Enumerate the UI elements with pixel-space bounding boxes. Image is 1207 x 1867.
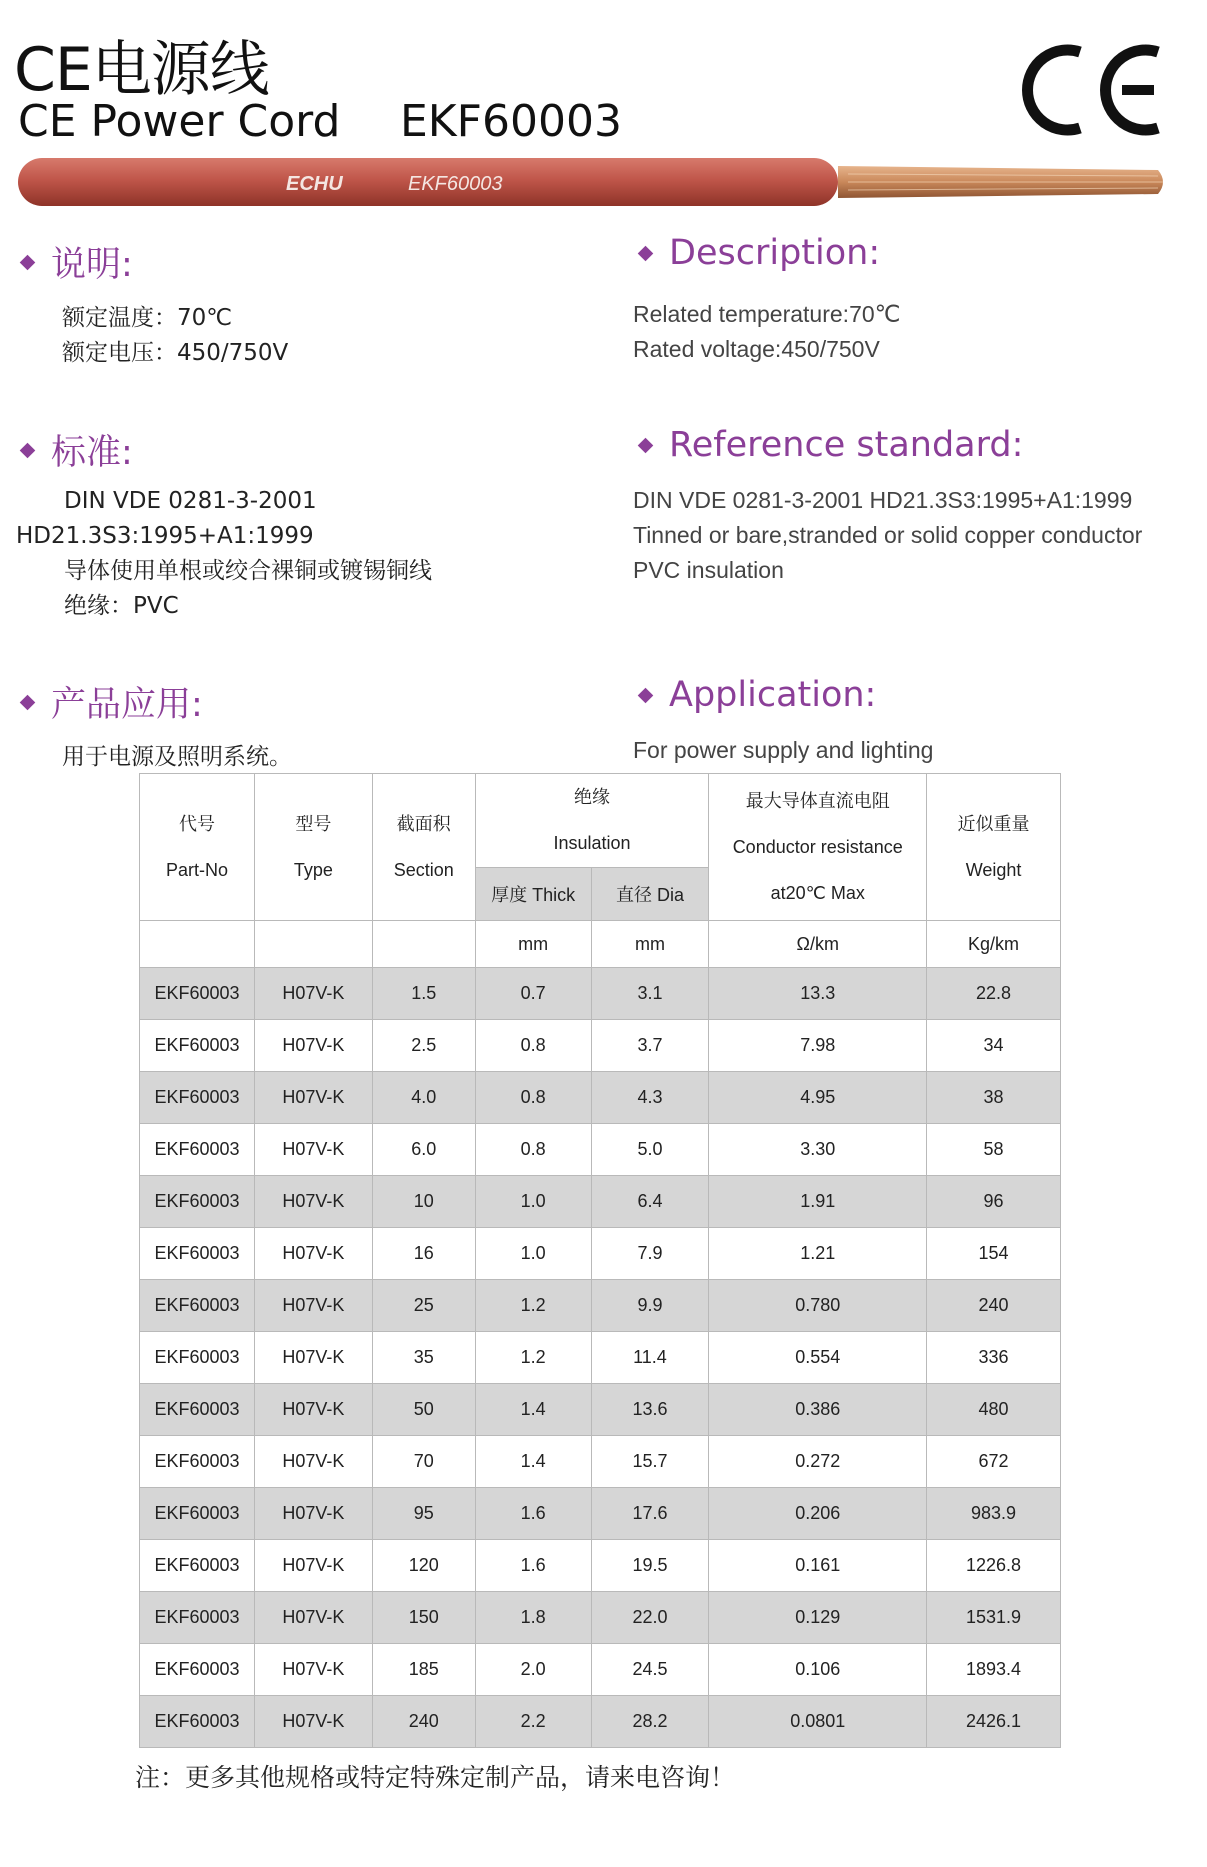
cell-part-no: EKF60003 xyxy=(140,1436,255,1488)
standard-text-cn: DIN VDE 0281-3-2001 HD21.3S3:1995+A1:1999 导体使用单根或绞合裸铜或镀锡铜线 绝缘：PVC xyxy=(16,488,432,619)
cell-type: H07V-K xyxy=(254,1280,372,1332)
cell-section: 4.0 xyxy=(372,1072,475,1124)
cell-type: H07V-K xyxy=(254,1696,372,1748)
cell-part-no: EKF60003 xyxy=(140,1072,255,1124)
cell-thick: 1.8 xyxy=(475,1592,591,1644)
table-units-row xyxy=(140,921,1061,968)
unit-cell-empty xyxy=(254,921,372,968)
table-body xyxy=(140,968,1061,1748)
cell-section: 16 xyxy=(372,1228,475,1280)
cell-dia: 4.3 xyxy=(591,1072,709,1124)
cell-part-no: EKF60003 xyxy=(140,968,255,1020)
description-text-en: Related temperature:70℃ Rated voltage:450/750V xyxy=(633,301,901,362)
spec-table xyxy=(139,773,1061,1748)
cell-dia: 24.5 xyxy=(591,1644,709,1696)
unit-cell-empty xyxy=(372,921,475,968)
cell-section: 185 xyxy=(372,1644,475,1696)
table-row xyxy=(140,1176,1061,1228)
col-header-part-no: 代号 Part-No xyxy=(140,774,255,921)
cell-weight: 58 xyxy=(927,1124,1061,1176)
cell-section: 6.0 xyxy=(372,1124,475,1176)
col-header-resistance: 最大导体直流电阻 Conductor resistance at20℃ Max xyxy=(709,774,927,921)
cell-weight: 983.9 xyxy=(927,1488,1061,1540)
cell-type: H07V-K xyxy=(254,1592,372,1644)
cell-thick: 2.2 xyxy=(475,1696,591,1748)
cell-dia: 3.7 xyxy=(591,1020,709,1072)
standard-heading-en: Reference standard: xyxy=(640,425,1023,465)
cell-section: 240 xyxy=(372,1696,475,1748)
cell-type: H07V-K xyxy=(254,1540,372,1592)
cell-dia: 5.0 xyxy=(591,1124,709,1176)
table-row xyxy=(140,1488,1061,1540)
application-heading-cn: 产品应用: xyxy=(22,677,203,727)
footer-note: 注：更多其他规格或特定特殊定制产品，请来电咨询！ xyxy=(135,1763,736,1792)
cable-code-text: EKF60003 xyxy=(408,173,503,195)
cell-resistance: 7.98 xyxy=(709,1020,927,1072)
cell-weight: 240 xyxy=(927,1280,1061,1332)
unit-cell-empty xyxy=(140,921,255,968)
cell-dia: 9.9 xyxy=(591,1280,709,1332)
cell-type: H07V-K xyxy=(254,1020,372,1072)
col-header-dia: 直径 Dia xyxy=(591,867,709,920)
table-row xyxy=(140,1020,1061,1072)
cell-dia: 7.9 xyxy=(591,1228,709,1280)
col-header-insulation: 绝缘 Insulation xyxy=(475,774,709,868)
cell-weight: 154 xyxy=(927,1228,1061,1280)
col-header-type: 型号 Type xyxy=(254,774,372,921)
cell-resistance: 1.91 xyxy=(709,1176,927,1228)
cell-part-no: EKF60003 xyxy=(140,1488,255,1540)
cell-thick: 1.6 xyxy=(475,1488,591,1540)
cell-type: H07V-K xyxy=(254,1332,372,1384)
cell-type: H07V-K xyxy=(254,1124,372,1176)
unit-cell: mm xyxy=(591,921,709,968)
application-text-cn: 用于电源及照明系统。 xyxy=(62,744,292,770)
table-row xyxy=(140,1332,1061,1384)
cell-thick: 1.4 xyxy=(475,1384,591,1436)
cell-part-no: EKF60003 xyxy=(140,1228,255,1280)
cell-dia: 28.2 xyxy=(591,1696,709,1748)
unit-cell: Ω/km xyxy=(709,921,927,968)
cell-thick: 1.4 xyxy=(475,1436,591,1488)
cell-part-no: EKF60003 xyxy=(140,1592,255,1644)
table-row xyxy=(140,1072,1061,1124)
cell-part-no: EKF60003 xyxy=(140,1020,255,1072)
cell-weight: 672 xyxy=(927,1436,1061,1488)
cell-type: H07V-K xyxy=(254,1384,372,1436)
diamond-bullet-icon xyxy=(638,687,654,703)
cell-dia: 19.5 xyxy=(591,1540,709,1592)
col-header-section: 截面积 Section xyxy=(372,774,475,921)
application-heading-en: Application: xyxy=(640,675,876,715)
table-row xyxy=(140,1124,1061,1176)
cell-resistance: 4.95 xyxy=(709,1072,927,1124)
cell-weight: 336 xyxy=(927,1332,1061,1384)
cell-part-no: EKF60003 xyxy=(140,1540,255,1592)
product-code: EKF60003 xyxy=(400,96,622,147)
diamond-bullet-icon xyxy=(20,442,36,458)
cell-resistance: 13.3 xyxy=(709,968,927,1020)
cell-part-no: EKF60003 xyxy=(140,1176,255,1228)
table-row xyxy=(140,1228,1061,1280)
cell-type: H07V-K xyxy=(254,968,372,1020)
table-row xyxy=(140,1436,1061,1488)
table-header-row xyxy=(140,774,1061,868)
cell-type: H07V-K xyxy=(254,1488,372,1540)
cell-part-no: EKF60003 xyxy=(140,1644,255,1696)
cell-type: H07V-K xyxy=(254,1072,372,1124)
cell-thick: 0.8 xyxy=(475,1020,591,1072)
diamond-bullet-icon xyxy=(20,254,36,270)
cell-resistance: 0.272 xyxy=(709,1436,927,1488)
page-title-cn: CE电源线 xyxy=(14,35,269,105)
cell-part-no: EKF60003 xyxy=(140,1696,255,1748)
table-row xyxy=(140,1280,1061,1332)
standard-text-en: DIN VDE 0281-3-2001 HD21.3S3:1995+A1:1999 Tinned or bare,stranded or solid copper conductor PVC insulation xyxy=(633,487,1143,583)
ce-mark-logo xyxy=(1018,40,1168,140)
cell-resistance: 0.0801 xyxy=(709,1696,927,1748)
cell-type: H07V-K xyxy=(254,1176,372,1228)
cell-section: 95 xyxy=(372,1488,475,1540)
diamond-bullet-icon xyxy=(638,437,654,453)
cell-resistance: 0.206 xyxy=(709,1488,927,1540)
cell-thick: 1.2 xyxy=(475,1332,591,1384)
cell-weight: 34 xyxy=(927,1020,1061,1072)
cell-resistance: 0.386 xyxy=(709,1384,927,1436)
cell-resistance: 0.554 xyxy=(709,1332,927,1384)
col-header-weight: 近似重量 Weight xyxy=(927,774,1061,921)
cable-image xyxy=(18,156,1168,208)
cell-resistance: 3.30 xyxy=(709,1124,927,1176)
cell-thick: 0.8 xyxy=(475,1124,591,1176)
cell-resistance: 1.21 xyxy=(709,1228,927,1280)
table-row xyxy=(140,1384,1061,1436)
cell-part-no: EKF60003 xyxy=(140,1280,255,1332)
cell-thick: 0.8 xyxy=(475,1072,591,1124)
cell-resistance: 0.161 xyxy=(709,1540,927,1592)
standard-heading-cn: 标准: xyxy=(22,425,133,475)
cell-dia: 15.7 xyxy=(591,1436,709,1488)
diamond-bullet-icon xyxy=(20,694,36,710)
cell-thick: 1.0 xyxy=(475,1176,591,1228)
cell-dia: 6.4 xyxy=(591,1176,709,1228)
cell-resistance: 0.780 xyxy=(709,1280,927,1332)
cell-thick: 0.7 xyxy=(475,968,591,1020)
diamond-bullet-icon xyxy=(638,245,654,261)
cell-section: 10 xyxy=(372,1176,475,1228)
cell-section: 150 xyxy=(372,1592,475,1644)
cell-dia: 3.1 xyxy=(591,968,709,1020)
cell-weight: 1531.9 xyxy=(927,1592,1061,1644)
cell-thick: 1.6 xyxy=(475,1540,591,1592)
cell-part-no: EKF60003 xyxy=(140,1384,255,1436)
cell-part-no: EKF60003 xyxy=(140,1124,255,1176)
cell-type: H07V-K xyxy=(254,1228,372,1280)
table-row xyxy=(140,968,1061,1020)
cell-weight: 480 xyxy=(927,1384,1061,1436)
cell-section: 1.5 xyxy=(372,968,475,1020)
description-text-cn: 额定温度：70℃ 额定电压：450/750V xyxy=(62,305,289,366)
cell-weight: 22.8 xyxy=(927,968,1061,1020)
cell-section: 120 xyxy=(372,1540,475,1592)
page-title-en: CE Power Cord xyxy=(18,96,341,147)
cell-type: H07V-K xyxy=(254,1644,372,1696)
cell-dia: 17.6 xyxy=(591,1488,709,1540)
cell-section: 35 xyxy=(372,1332,475,1384)
cell-thick: 2.0 xyxy=(475,1644,591,1696)
cell-dia: 11.4 xyxy=(591,1332,709,1384)
cell-weight: 1226.8 xyxy=(927,1540,1061,1592)
cell-type: H07V-K xyxy=(254,1436,372,1488)
cell-weight: 2426.1 xyxy=(927,1696,1061,1748)
cell-section: 50 xyxy=(372,1384,475,1436)
cell-dia: 13.6 xyxy=(591,1384,709,1436)
cell-weight: 1893.4 xyxy=(927,1644,1061,1696)
table-row xyxy=(140,1696,1061,1748)
cell-resistance: 0.106 xyxy=(709,1644,927,1696)
table-row xyxy=(140,1540,1061,1592)
cell-section: 25 xyxy=(372,1280,475,1332)
unit-cell: Kg/km xyxy=(927,921,1061,968)
cell-dia: 22.0 xyxy=(591,1592,709,1644)
table-row xyxy=(140,1644,1061,1696)
description-heading-en: Description: xyxy=(640,233,880,273)
cell-thick: 1.2 xyxy=(475,1280,591,1332)
table-row xyxy=(140,1592,1061,1644)
cell-weight: 96 xyxy=(927,1176,1061,1228)
description-heading-cn: 说明: xyxy=(22,237,133,287)
cell-resistance: 0.129 xyxy=(709,1592,927,1644)
cell-thick: 1.0 xyxy=(475,1228,591,1280)
unit-cell: mm xyxy=(475,921,591,968)
cell-section: 70 xyxy=(372,1436,475,1488)
cell-part-no: EKF60003 xyxy=(140,1332,255,1384)
col-header-thick: 厚度 Thick xyxy=(475,867,591,920)
cell-weight: 38 xyxy=(927,1072,1061,1124)
cell-section: 2.5 xyxy=(372,1020,475,1072)
application-text-en: For power supply and lighting xyxy=(633,737,934,763)
cable-brand-text: ECHU xyxy=(286,173,343,195)
